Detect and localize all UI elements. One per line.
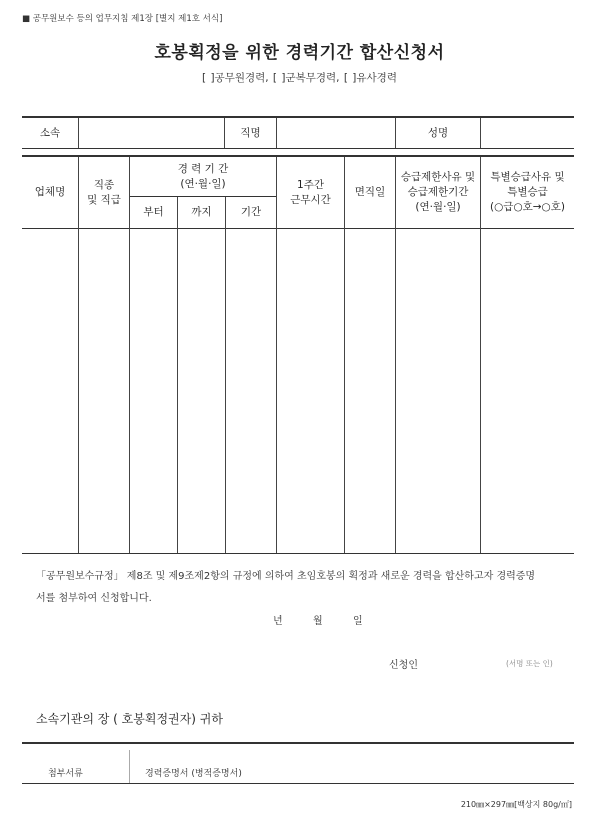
application-statement	[36, 566, 566, 610]
statement-line-1: 「공무원보수규정」 제8조 및 제9조제2항의 규정에 의하여 초임호봉의 획정과 새로운 경력을 합산하고자 경력증명	[36, 571, 536, 582]
header-career-period	[130, 157, 276, 196]
header-special-promotion-line2: 특별승급	[507, 186, 548, 198]
header-special-promotion-line1: 특별승급사유 및	[490, 171, 565, 183]
header-duration: 기간	[240, 206, 262, 218]
signature-hint[interactable]: (서명 또는 인)	[506, 659, 553, 668]
header-special-promotion-line3: (○급○호→○호)	[490, 201, 565, 213]
header-special-promotion	[481, 157, 574, 228]
affiliation-field[interactable]	[79, 118, 224, 148]
header-dismissal-date: 면직일	[354, 186, 386, 198]
form-reference-note: ■ 공무원보수 등의 업무지침 제1장 [별지 제1호 서식]	[22, 14, 223, 24]
position-field[interactable]	[277, 118, 395, 148]
career-type-checkboxes[interactable]: [ ]공무원경력, [ ]군복무경력, [ ]유사경력	[202, 72, 397, 84]
paper-spec: 210㎜×297㎜[백상지 80g/㎡]	[460, 800, 572, 809]
name-field[interactable]	[481, 118, 574, 148]
date-day: 일	[353, 616, 363, 627]
statement-line-2: 서를 첨부하여 신청합니다.	[36, 593, 152, 604]
header-promotion-limit-line1: 승급제한사유 및	[400, 171, 476, 183]
form-title: 호봉획정을 위한 경력기간 합산신청서	[154, 43, 445, 63]
attachments-bottom-border	[22, 783, 574, 784]
header-career-period-line1: 경 력 기 간	[177, 162, 229, 175]
header-to: 까지	[191, 206, 212, 218]
info-row-bottom-border	[22, 148, 574, 149]
name-label: 성명	[427, 126, 449, 139]
attachments-top-border	[22, 742, 574, 744]
affiliation-label: 소속	[39, 126, 61, 139]
date-year: 년	[273, 616, 283, 627]
header-job-type-line1: 직종	[93, 178, 115, 191]
attachments-label: 첨부서류	[48, 769, 83, 779]
table-bottom-border	[22, 553, 574, 554]
attachments-value: 경력증명서 (병적증명서)	[145, 769, 242, 779]
header-from: 부터	[143, 206, 164, 218]
header-job-type-line2: 및 직급	[87, 193, 121, 206]
addressee: 소속기관의 장 ( 호봉획정권자) 귀하	[36, 712, 223, 726]
header-promotion-limit-line3: (연·월·일)	[415, 201, 461, 213]
header-promotion-limit	[396, 157, 480, 228]
position-label: 직명	[240, 126, 261, 139]
header-weekly-hours-line2: 근무시간	[290, 193, 331, 206]
date-month: 월	[313, 616, 323, 627]
attachments-divider	[129, 750, 130, 783]
header-weekly-hours	[277, 157, 344, 228]
header-company: 업체명	[34, 186, 66, 198]
header-weekly-hours-line1: 1주간	[297, 178, 324, 191]
applicant-label: 신청인	[389, 660, 418, 671]
career-table-body[interactable]	[22, 229, 574, 553]
header-career-period-line2: (연·월·일)	[180, 177, 226, 190]
header-job-type	[79, 157, 129, 228]
header-promotion-limit-line2: 승급제한기간	[407, 186, 469, 198]
